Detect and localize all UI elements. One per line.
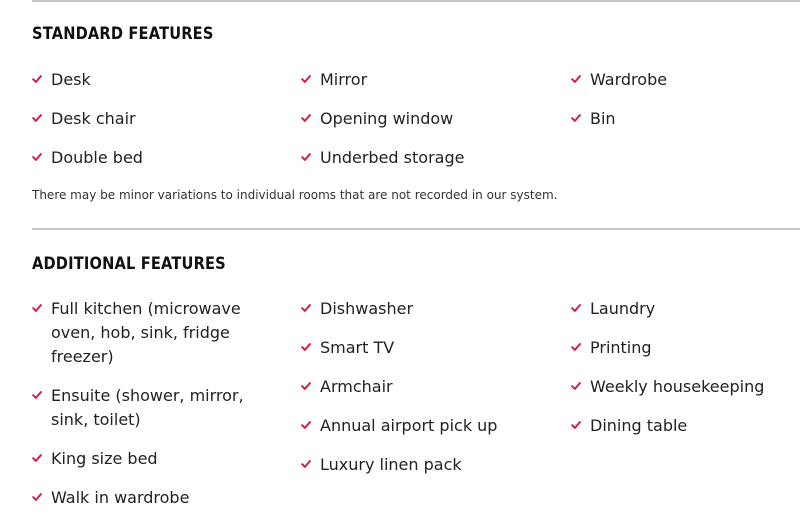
check-icon [32, 152, 42, 162]
additional-features-column-2 [301, 297, 541, 492]
check-icon [571, 420, 581, 430]
check-icon [301, 152, 311, 162]
feature-item-full-kitchen [32, 297, 282, 369]
feature-label: Walk in wardrobe [51, 488, 190, 507]
feature-item-luxury-linen-pack [301, 453, 541, 477]
feature-item-printing [571, 336, 791, 360]
additional-features-column-3 [571, 297, 791, 453]
feature-item-walk-in-wardrobe [32, 486, 282, 510]
feature-item-desk [32, 68, 272, 92]
check-icon [301, 303, 311, 313]
feature-label: Dining table [590, 416, 688, 435]
check-icon [32, 492, 42, 502]
feature-label: Full kitchen (microwave oven, hob, sink, fridge freezer) [51, 299, 241, 366]
check-icon [301, 459, 311, 469]
feature-item-laundry [571, 297, 791, 321]
feature-label: Luxury linen pack [320, 455, 462, 474]
feature-label: Annual airport pick up [320, 416, 498, 435]
feature-item-ensuite [32, 384, 282, 432]
check-icon [571, 74, 581, 84]
check-icon [301, 342, 311, 352]
feature-label: Underbed storage [320, 148, 465, 167]
feature-label: Laundry [590, 299, 656, 318]
check-icon [571, 303, 581, 313]
standard-features-column-3 [571, 68, 791, 146]
variation-note: There may be minor variations to individual rooms that are not recorded in our system. [32, 188, 558, 202]
check-icon [32, 113, 42, 123]
feature-label: Weekly housekeeping [590, 377, 765, 396]
standard-features-title: STANDARD FEATURES [32, 24, 214, 44]
standard-features-column-1 [32, 68, 272, 185]
feature-item-weekly-housekeeping [571, 375, 791, 399]
feature-label: King size bed [51, 449, 158, 468]
feature-item-smart-tv [301, 336, 541, 360]
feature-label: Smart TV [320, 338, 395, 357]
check-icon [301, 381, 311, 391]
check-icon [301, 113, 311, 123]
check-icon [32, 453, 42, 463]
check-icon [32, 74, 42, 84]
feature-label: Armchair [320, 377, 393, 396]
feature-item-mirror [301, 68, 541, 92]
feature-label: Dishwasher [320, 299, 414, 318]
feature-label: Mirror [320, 70, 368, 89]
feature-item-dishwasher [301, 297, 541, 321]
feature-item-opening-window [301, 107, 541, 131]
section-divider [32, 228, 800, 230]
feature-item-bin [571, 107, 791, 131]
feature-label: Desk [51, 70, 91, 89]
check-icon [301, 420, 311, 430]
feature-label: Opening window [320, 109, 454, 128]
check-icon [571, 113, 581, 123]
top-divider [32, 0, 800, 2]
feature-label: Ensuite (shower, mirror, sink, toilet) [51, 386, 244, 429]
check-icon [32, 390, 42, 400]
feature-item-double-bed [32, 146, 272, 170]
feature-label: Bin [590, 109, 616, 128]
feature-label: Double bed [51, 148, 143, 167]
feature-item-underbed-storage [301, 146, 541, 170]
feature-item-armchair [301, 375, 541, 399]
check-icon [571, 342, 581, 352]
feature-item-king-size-bed [32, 447, 282, 471]
feature-item-annual-airport-pick-up [301, 414, 541, 438]
check-icon [32, 303, 42, 313]
feature-item-dining-table [571, 414, 791, 438]
feature-label: Wardrobe [590, 70, 668, 89]
feature-item-desk-chair [32, 107, 272, 131]
additional-features-column-1 [32, 297, 282, 525]
additional-features-title: ADDITIONAL FEATURES [32, 254, 226, 274]
feature-label: Desk chair [51, 109, 136, 128]
feature-item-wardrobe [571, 68, 791, 92]
standard-features-column-2 [301, 68, 541, 185]
feature-label: Printing [590, 338, 652, 357]
check-icon [571, 381, 581, 391]
check-icon [301, 74, 311, 84]
